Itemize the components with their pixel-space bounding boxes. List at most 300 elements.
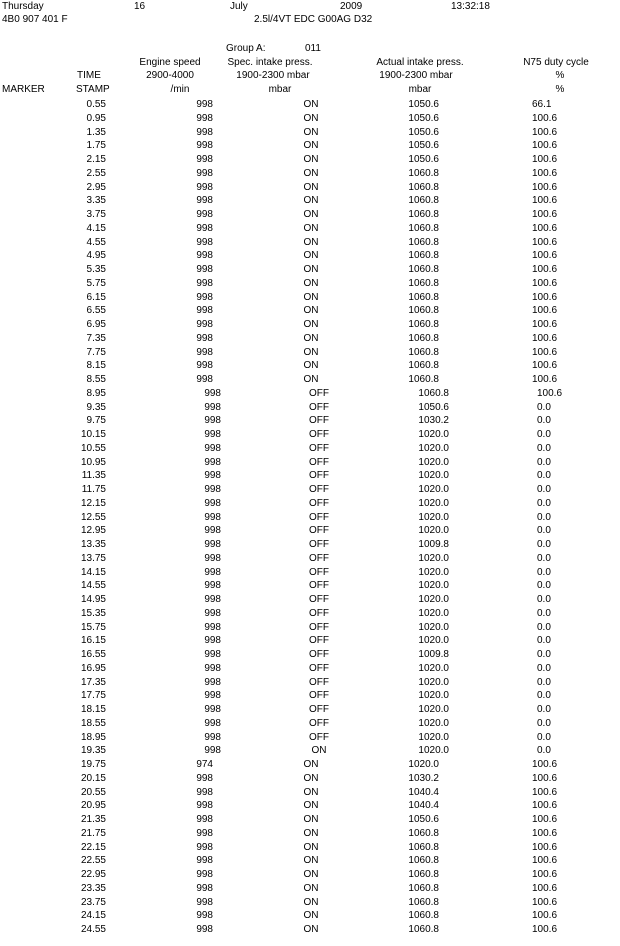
duty-cycle-cell: 100.6 [532,814,558,825]
actual-intake-cell: 1040.4 [408,800,439,812]
duty-cycle-cell: 100.6 [532,896,558,908]
time-stamp-cell: 18.55 [80,717,106,729]
speed-header-line1: Engine speed [139,57,201,68]
spec-intake-cell: OFF [309,401,329,413]
spec-intake-cell: ON [303,250,319,262]
spec-intake-cell: OFF [309,635,329,647]
duty-cycle-cell: 0.0 [537,456,551,468]
engine-speed-cell: 998 [196,896,213,908]
duty-cycle-cell: 0.0 [537,731,551,743]
duty-cycle-cell: 0.0 [537,607,551,619]
actual-intake-cell: 1020.0 [418,580,449,592]
time-stamp-cell: 7.35 [86,332,106,344]
spec-intake-cell: ON [311,745,327,757]
engine-speed-cell: 998 [196,250,213,262]
duty-cycle-cell: 100.6 [532,827,558,839]
duty-cycle-cell: 0.0 [537,552,551,564]
engine-speed-cell: 998 [204,566,221,578]
spec-intake-cell: ON [303,99,319,110]
duty-cycle-cell: 100.6 [532,772,558,784]
spec-intake-cell: OFF [309,484,329,495]
engine-speed-cell: 998 [204,635,221,647]
spec-intake-cell: ON [303,236,319,248]
spec-intake-cell: ON [303,869,319,880]
table-row [0,593,620,607]
table-row [0,579,620,593]
duty-cycle-cell: 100.6 [532,236,558,248]
spec-intake-cell: OFF [309,580,329,592]
actual-intake-cell: 1060.8 [408,924,439,935]
time-header-line1: TIME [77,70,101,81]
actual-intake-cell: 1050.6 [408,99,439,110]
engine-speed-cell: 998 [196,800,213,812]
time-stamp-cell: 5.75 [86,277,106,289]
time-stamp-cell: 6.95 [86,319,106,330]
duty-cycle-cell: 0.0 [537,745,551,757]
spec-intake-cell: ON [303,305,319,317]
table-row [0,772,620,786]
engine-speed-cell: 998 [196,910,213,922]
table-row [0,387,620,401]
spec-intake-cell: ON [303,181,319,193]
engine-speed-cell: 998 [196,360,213,372]
spec-intake-cell: OFF [309,539,329,550]
year-label: 2009 [340,1,363,12]
duty-cycle-cell: 0.0 [537,635,551,647]
time-stamp-cell: 11.35 [81,470,106,482]
engine-speed-cell: 998 [196,772,213,784]
table-row [0,676,620,690]
actual-intake-cell: 1020.0 [418,456,449,468]
duty-header-line3: % [555,84,565,95]
time-stamp-cell: 8.55 [86,374,106,385]
actual-intake-cell: 1060.8 [408,896,439,908]
spec-intake-cell: ON [303,924,319,935]
table-row [0,263,620,277]
spec-intake-cell: ON [303,841,319,853]
duty-cycle-cell: 100.6 [532,305,558,317]
spec-header-line1: Spec. intake press. [227,57,313,68]
table-row [0,139,620,153]
time-stamp-cell: 0.95 [86,112,106,124]
table-row [0,414,620,428]
table-row [0,332,620,346]
time-stamp-cell: 4.55 [86,236,106,248]
time-stamp-cell: 24.55 [80,924,106,935]
actual-intake-cell: 1060.8 [408,167,439,179]
actual-intake-cell: 1040.4 [408,786,439,798]
time-stamp-cell: 8.15 [86,360,106,372]
actual-intake-cell: 1060.8 [408,250,439,262]
time-stamp-cell: 6.55 [86,305,106,317]
engine-speed-cell: 998 [204,387,221,399]
actual-intake-cell: 1060.8 [408,319,439,330]
ecu-identifier: 2.5l/4VT EDC G00AG D32 [254,14,373,25]
spec-intake-cell: OFF [309,690,329,702]
spec-header-line2: 1900-2300 mbar [236,70,310,81]
actual-intake-cell: 1050.6 [408,126,439,138]
duty-header-line1: N75 duty cycle [523,57,589,68]
spec-intake-cell: OFF [309,717,329,729]
time-stamp-cell: 15.75 [80,621,106,633]
duty-cycle-cell: 100.6 [532,264,558,275]
time-stamp-cell: 16.95 [80,662,106,674]
duty-cycle-cell: 100.6 [532,332,558,344]
engine-speed-cell: 998 [204,690,221,702]
spec-intake-cell: ON [303,291,319,303]
marker-header: MARKER [2,84,45,95]
table-row [0,731,620,745]
engine-speed-cell: 998 [196,126,213,138]
duty-cycle-cell: 100.6 [532,360,558,372]
time-stamp-cell: 21.75 [80,827,106,839]
table-row [0,662,620,676]
table-row [0,483,620,497]
table-row [0,236,620,250]
spec-intake-cell: OFF [309,387,329,399]
duty-cycle-cell: 100.6 [532,167,558,179]
table-row [0,552,620,566]
engine-speed-cell: 998 [196,924,213,935]
spec-intake-cell: OFF [309,731,329,743]
spec-intake-cell: OFF [309,415,329,427]
duty-cycle-cell: 0.0 [537,470,551,482]
engine-speed-cell: 998 [204,607,221,619]
duty-cycle-cell: 100.6 [532,250,558,262]
actual-header-line2: 1900-2300 mbar [379,70,453,81]
time-stamp-cell: 3.35 [86,195,106,207]
spec-intake-cell: ON [303,910,319,922]
spec-intake-cell: ON [303,209,319,220]
spec-intake-cell: ON [303,222,319,234]
spec-intake-cell: ON [303,167,319,179]
time-stamp-cell: 10.95 [80,456,106,468]
actual-intake-cell: 1020.0 [418,442,449,454]
spec-intake-cell: OFF [309,525,329,537]
group-label: Group A: [226,43,266,54]
group-number: 011 [305,43,321,54]
table-row [0,359,620,373]
duty-cycle-cell: 0.0 [537,704,551,715]
engine-speed-cell: 998 [204,429,221,440]
spec-intake-cell: OFF [309,594,329,605]
spec-intake-cell: ON [303,360,319,372]
time-stamp-cell: 3.75 [86,209,106,220]
table-row [0,249,620,263]
engine-speed-cell: 998 [196,374,213,385]
duty-cycle-cell: 0.0 [537,484,551,495]
engine-speed-cell: 998 [204,731,221,743]
engine-speed-cell: 974 [196,759,213,770]
actual-intake-cell: 1020.0 [418,470,449,482]
actual-intake-cell: 1020.0 [418,429,449,440]
actual-intake-cell: 1020.0 [418,566,449,578]
time-stamp-cell: 0.55 [86,99,106,110]
time-stamp-cell: 22.55 [80,855,106,867]
engine-speed-cell: 998 [204,580,221,592]
table-row [0,511,620,525]
time-stamp-cell: 2.95 [86,181,106,193]
actual-intake-cell: 1060.8 [408,882,439,894]
time-stamp-cell: 14.95 [80,594,106,605]
time-stamp-cell: 2.55 [86,167,106,179]
time-label: 13:32:18 [451,1,490,12]
actual-intake-cell: 1050.6 [408,154,439,165]
engine-speed-cell: 998 [196,236,213,248]
actual-intake-cell: 1050.6 [408,814,439,825]
table-row [0,717,620,731]
engine-speed-cell: 998 [204,539,221,550]
engine-speed-cell: 998 [204,621,221,633]
spec-intake-cell: ON [303,264,319,275]
table-row [0,607,620,621]
duty-cycle-cell: 0.0 [537,621,551,633]
table-row [0,841,620,855]
engine-speed-cell: 998 [204,594,221,605]
engine-speed-cell: 998 [204,401,221,413]
table-row [0,428,620,442]
spec-intake-cell: OFF [309,497,329,509]
engine-speed-cell: 998 [196,855,213,867]
time-stamp-cell: 10.55 [80,442,106,454]
spec-intake-cell: OFF [309,566,329,578]
actual-intake-cell: 1020.0 [418,731,449,743]
spec-intake-cell: ON [303,126,319,138]
actual-intake-cell: 1020.0 [418,690,449,702]
duty-cycle-cell: 0.0 [537,566,551,578]
table-row [0,813,620,827]
time-stamp-cell: 14.15 [80,566,106,578]
time-stamp-cell: 18.15 [80,704,106,715]
time-stamp-cell: 20.55 [80,786,106,798]
duty-cycle-cell: 100.6 [532,841,558,853]
actual-intake-cell: 1060.8 [408,869,439,880]
actual-intake-cell: 1050.6 [408,112,439,124]
actual-intake-cell: 1020.0 [418,717,449,729]
duty-cycle-cell: 0.0 [537,594,551,605]
table-row [0,167,620,181]
time-stamp-cell: 13.75 [80,552,106,564]
table-row [0,373,620,387]
engine-speed-cell: 998 [204,456,221,468]
engine-speed-cell: 998 [204,442,221,454]
time-stamp-cell: 17.75 [80,690,106,702]
time-stamp-cell: 9.75 [86,415,106,427]
engine-speed-cell: 998 [204,484,221,495]
actual-intake-cell: 1020.0 [418,745,449,757]
spec-intake-cell: ON [303,827,319,839]
time-stamp-cell: 21.35 [80,814,106,825]
table-row [0,126,620,140]
actual-intake-cell: 1060.8 [408,374,439,385]
time-stamp-cell: 8.95 [86,387,106,399]
table-row [0,909,620,923]
time-stamp-cell: 11.75 [81,484,106,495]
spec-intake-cell: ON [303,855,319,867]
actual-intake-cell: 1060.8 [418,387,449,399]
duty-cycle-cell: 100.6 [532,346,558,358]
duty-cycle-cell: 100.6 [532,112,558,124]
spec-intake-cell: OFF [309,511,329,523]
date-number: 16 [134,1,146,12]
engine-speed-cell: 998 [196,154,213,165]
time-stamp-cell: 19.75 [80,759,106,770]
actual-intake-cell: 1060.8 [408,195,439,207]
table-row [0,401,620,415]
engine-speed-cell: 998 [196,167,213,179]
duty-cycle-cell: 100.6 [532,759,558,770]
actual-intake-cell: 1020.0 [418,676,449,688]
actual-intake-cell: 1020.0 [418,607,449,619]
engine-speed-cell: 998 [204,511,221,523]
table-row [0,896,620,910]
actual-intake-cell: 1060.8 [408,264,439,275]
spec-intake-cell: OFF [309,429,329,440]
engine-speed-cell: 998 [196,277,213,289]
duty-cycle-cell: 100.6 [532,277,558,289]
engine-speed-cell: 998 [196,841,213,853]
duty-cycle-cell: 100.6 [532,786,558,798]
table-row [0,291,620,305]
duty-cycle-cell: 100.6 [532,222,558,234]
time-stamp-cell: 9.35 [86,401,106,413]
actual-intake-cell: 1060.8 [408,360,439,372]
duty-cycle-cell: 0.0 [537,401,551,413]
time-stamp-cell: 13.35 [80,539,106,550]
duty-cycle-cell: 0.0 [537,676,551,688]
actual-intake-cell: 1020.0 [418,511,449,523]
spec-intake-cell: ON [303,814,319,825]
engine-speed-cell: 998 [196,814,213,825]
time-stamp-cell: 6.15 [86,291,106,303]
time-header-line2: STAMP [76,84,110,95]
table-row [0,524,620,538]
table-row [0,868,620,882]
duty-cycle-cell: 0.0 [537,539,551,550]
actual-intake-cell: 1060.8 [408,841,439,853]
actual-intake-cell: 1060.8 [408,209,439,220]
spec-header-line3: mbar [268,84,292,95]
actual-intake-cell: 1030.2 [408,772,439,784]
duty-cycle-cell: 0.0 [537,580,551,592]
duty-cycle-cell: 0.0 [537,649,551,660]
time-stamp-cell: 2.15 [86,154,106,165]
spec-intake-cell: ON [303,154,319,165]
spec-intake-cell: ON [303,772,319,784]
table-row [0,566,620,580]
actual-intake-cell: 1060.8 [408,827,439,839]
table-row [0,854,620,868]
actual-intake-cell: 1060.8 [408,181,439,193]
spec-intake-cell: OFF [309,621,329,633]
engine-speed-cell: 998 [204,470,221,482]
time-stamp-cell: 1.35 [86,126,106,138]
duty-cycle-cell: 100.6 [532,800,558,812]
engine-speed-cell: 998 [196,882,213,894]
spec-intake-cell: ON [303,332,319,344]
actual-intake-cell: 1060.8 [408,346,439,358]
table-row [0,689,620,703]
duty-cycle-cell: 100.6 [532,869,558,880]
day-label: Thursday [2,1,44,12]
duty-cycle-cell: 100.6 [532,126,558,138]
engine-speed-cell: 998 [196,140,213,152]
duty-cycle-cell: 100.6 [532,154,558,165]
table-row [0,318,620,332]
actual-intake-cell: 1020.0 [408,759,439,770]
time-stamp-cell: 7.75 [86,346,106,358]
actual-header-line3: mbar [408,84,432,95]
actual-intake-cell: 1020.0 [418,662,449,674]
engine-speed-cell: 998 [196,291,213,303]
spec-intake-cell: ON [303,374,319,385]
time-stamp-cell: 12.55 [80,511,106,523]
engine-speed-cell: 998 [196,332,213,344]
engine-speed-cell: 998 [196,786,213,798]
engine-speed-cell: 998 [204,525,221,537]
actual-intake-cell: 1020.0 [418,621,449,633]
duty-cycle-cell: 100.6 [532,374,558,385]
time-stamp-cell: 17.35 [80,676,106,688]
time-stamp-cell: 18.95 [80,731,106,743]
actual-intake-cell: 1060.8 [408,305,439,317]
engine-speed-cell: 998 [196,222,213,234]
table-row [0,194,620,208]
table-row [0,112,620,126]
speed-header-line2: 2900-4000 [146,70,194,81]
actual-intake-cell: 1020.0 [418,525,449,537]
duty-cycle-cell: 0.0 [537,690,551,702]
duty-cycle-cell: 0.0 [537,662,551,674]
table-row [0,634,620,648]
table-row [0,882,620,896]
table-row [0,786,620,800]
engine-speed-cell: 998 [204,415,221,427]
table-row [0,208,620,222]
spec-intake-cell: ON [303,786,319,798]
engine-speed-cell: 998 [204,745,221,757]
actual-intake-cell: 1020.0 [418,484,449,495]
time-stamp-cell: 12.95 [80,525,106,537]
duty-cycle-cell: 0.0 [537,442,551,454]
duty-cycle-cell: 0.0 [537,429,551,440]
table-row [0,304,620,318]
engine-speed-cell: 998 [204,649,221,660]
speed-header-line3: /min [170,84,190,95]
actual-intake-cell: 1020.0 [418,704,449,715]
engine-speed-cell: 998 [204,676,221,688]
table-row [0,442,620,456]
engine-speed-cell: 998 [196,827,213,839]
table-row [0,648,620,662]
time-stamp-cell: 1.75 [86,140,106,152]
time-stamp-cell: 4.95 [86,250,106,262]
engine-speed-cell: 998 [196,305,213,317]
engine-speed-cell: 998 [196,181,213,193]
spec-intake-cell: ON [303,800,319,812]
engine-speed-cell: 998 [196,264,213,275]
table-row [0,222,620,236]
duty-cycle-cell: 0.0 [537,415,551,427]
spec-intake-cell: ON [303,195,319,207]
actual-intake-cell: 1020.0 [418,594,449,605]
table-row [0,799,620,813]
table-row [0,346,620,360]
duty-cycle-cell: 0.0 [537,511,551,523]
duty-cycle-cell: 66.1 [532,99,552,110]
spec-intake-cell: ON [303,882,319,894]
table-row [0,703,620,717]
